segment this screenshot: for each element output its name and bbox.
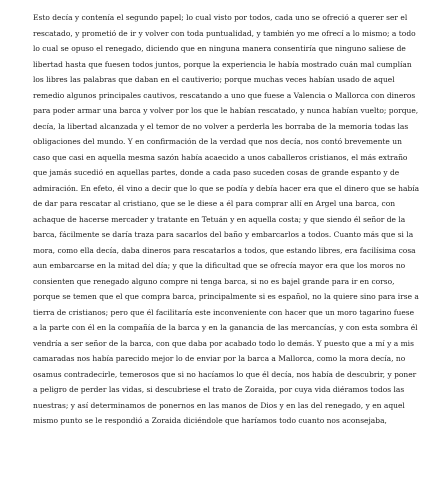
text-line: aun embarcarse en la mitad del día; y que la dificultad que se ofrecía mayor era que los moros no [33,261,406,270]
text-line: remedio algunos principales cautivos, rescatando a uno que fuese a Valencia o Mallorca con dineros [33,90,416,100]
text-line: tierra de cristianos; pero que él facilitaría este inconveniente con hacer que un moro tagarino fuese [33,307,415,317]
text-line: achaque de hacerse mercader y tratante en Tetuán y en aquella costa; y que siendo él señor de la [33,214,406,224]
text-line: vendría a ser señor de la barca, con que daba por acabado todo lo demás. Y puesto que a mí y a mis [33,338,414,348]
text-line: rescatado, y prometió de ir y volver con toda puntualidad, y también yo me ofrecí a lo mismo; a todo [33,28,416,38]
text-line: decía, la libertad alcanzada y el temor de no volver a perderla les borraba de la memoria todas las [33,121,409,131]
text-line: obligaciones del mundo. Y en confirmación de la verdad que nos decía, nos contó brevemente un [33,137,402,146]
text-line: porque se temen que el que compra barca, principalmente si es español, no la quiere sino para irse a [33,292,419,301]
text-line: caso que casi en aquella mesma sazón había acaecido a unos caballeros cristianos, el más extraño [33,152,408,162]
body-text [33,10,419,429]
text-line: de dar para rescatar al cristiano, que se le diese a él para comprar allí en Argel una barca, con [33,199,396,208]
text-line: Esto decía y contenía el segundo papel; lo cual visto por todos, cada uno se ofreció a querer ser el [33,13,408,22]
text-line: osamus contradecirle, temerosos que si no hacíamos lo que él decía, nos había de descubrir, y poner [33,369,417,379]
text-line: mismo punto se le respondió a Zoraida diciéndole que haríamos todo cuanto nos aconsejaba, [33,416,387,425]
text-line: mora, como ella decía, daba dineros para rescatarlos a todos, que estando libres, era facilísima cosa [33,245,416,255]
text-line: consienten que renegado alguno compre ni tenga barca, si no es bajel grande para ir en corso, [33,276,395,286]
text-line: lo cual se opuso el renegado, diciendo que en ninguna manera consentiría que ninguno saliese de [33,44,406,53]
text-line: a peligro de perder las vidas, si descubriese el trato de Zoraida, por cuya vida diéramos todos las [33,385,405,394]
text-line: para poder armar una barca y volver por los que le habían rescatado, y nunca habían vuelto; porque, [33,106,419,115]
text-line: los libres las palabras que daban en el cautiverio; porque muchas veces habían usado de aquel [33,75,395,84]
text-line: nuestras; y así determinamos de ponernos en las manos de Dios y en las del renegado, y en aquel [33,400,405,410]
text-line: barca, fácilmente se daría traza para sacarlos del baño y embarcarlos a todos. Cuanto más que si la [33,230,414,239]
text-line: libertad hasta que fuesen todos juntos, porque la experiencia le había mostrado cuán mal cumplían [33,59,412,69]
text-line: que jamás sucedió en aquellas partes, donde a cada paso suceden cosas de grande espanto y de [33,168,400,177]
text-line: a la parte con él en la compañía de la barca y en la ganancia de las mercancías, y con esta sombra él [33,323,418,332]
text-line: admiración. En efeto, él vino a decir que lo que se podía y debía hacer era que el dinero que se había [33,183,420,193]
text-line: camaradas nos había parecido mejor lo de enviar por la barca a Mallorca, como la mora decía, no [33,354,406,363]
